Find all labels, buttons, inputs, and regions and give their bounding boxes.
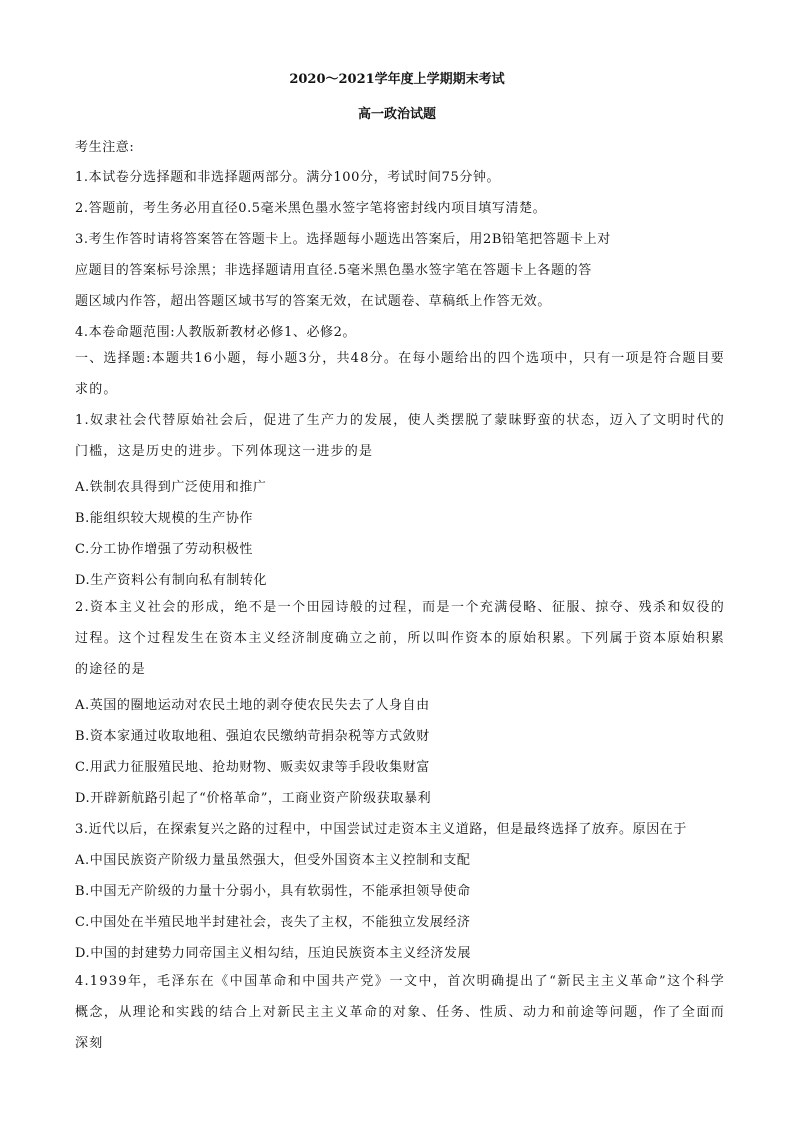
notice-item: 题区域内作答，超出答题区域书写的答案无效，在试题卷、草稿纸上作答无效。 [75,294,552,309]
question-option: B.能组织较大规模的生产协作 [75,511,254,526]
question-option: C.用武力征服殖民地、抢劫财物、贩卖奴隶等手段收集财富 [75,760,430,775]
exam-title: 2020～2021学年度上学期期末考试 [289,72,505,87]
question-option: B.资本家通过收取地租、强迫农民缴纳苛捐杂税等方式敛财 [75,729,430,744]
question-stem: 2.资本主义社会的形成，绝不是一个田园诗般的过程，而是一个充满侵略、征服、掠夺、残杀和奴役的过程。这个过程发生在资本主义经济制度确立之前，所以叫作资本的原始积累。下列属于资本原始积累的途径的是 [75,600,725,677]
question-option: D.开辟新航路引起了“价格革命”，工商业资产阶级获取暴利 [75,791,432,806]
question-option: A.中国民族资产阶级力量虽然强大，但受外国资本主义控制和支配 [75,853,471,868]
question-stem: 1.奴隶社会代替原始社会后，促进了生产力的发展，使人类摆脱了蒙昧野蛮的状态，迈入了文明时代的门槛，这是历史的进步。下列体现这一进步的是 [75,413,725,459]
question-option: D.生产资料公有制向私有制转化 [75,573,268,588]
question-option: B.中国无产阶级的力量十分弱小，具有软弱性，不能承担领导使命 [75,884,471,899]
question-option: A.英国的圈地运动对农民土地的剥夺使农民失去了人身自由 [75,698,430,713]
question-option: C.中国处在半殖民地半封建社会，丧失了主权，不能独立发展经济 [75,915,471,930]
exam-subtitle: 高一政治试题 [357,107,436,122]
notice-item: 4.本卷命题范围:人教版新教材必修1、必修2。 [75,325,357,340]
question-stem: 4.1939年，毛泽东在《中国革命和中国共产党》一文中，首次明确提出了“新民主主义革命”这个科学概念，从理论和实践的结合上对新民主主义革命的对象、任务、性质、动力和前途等问题，作了全面而深刻 [75,974,725,1051]
section-heading: 一、选择题:本题共16小题，每小题3分，共48分。在每小题给出的四个选项中，只有一项是符合题目要求的。 [75,351,725,397]
question-option: C.分工协作增强了劳动积极性 [75,542,254,557]
question-option: D.中国的封建势力同帝国主义相勾结，压迫民族资本主义经济发展 [75,946,472,961]
notice-item: 2.答题前，考生务必用直径0.5毫米黑色墨水签字笔将密封线内项目填写清楚。 [75,201,547,216]
question-stem: 3.近代以后，在探索复兴之路的过程中，中国尝试过走资本主义道路，但是最终选择了放弃。原因在于 [75,822,688,837]
notice-heading: 考生注意: [75,140,135,155]
notice-item: 应题目的答案标号涂黑；非选择题请用直径.5毫米黑色墨水签字笔在答题卡上各题的答 [75,263,592,278]
notice-item: 1.本试卷分选择题和非选择题两部分。满分100分，考试时间75分钟。 [75,170,501,185]
notice-item: 3.考生作答时请将答案答在答题卡上。选择题每小题选出答案后，用2B铅笔把答题卡上对 [75,232,611,247]
question-option: A.铁制农具得到广泛使用和推广 [75,480,267,495]
